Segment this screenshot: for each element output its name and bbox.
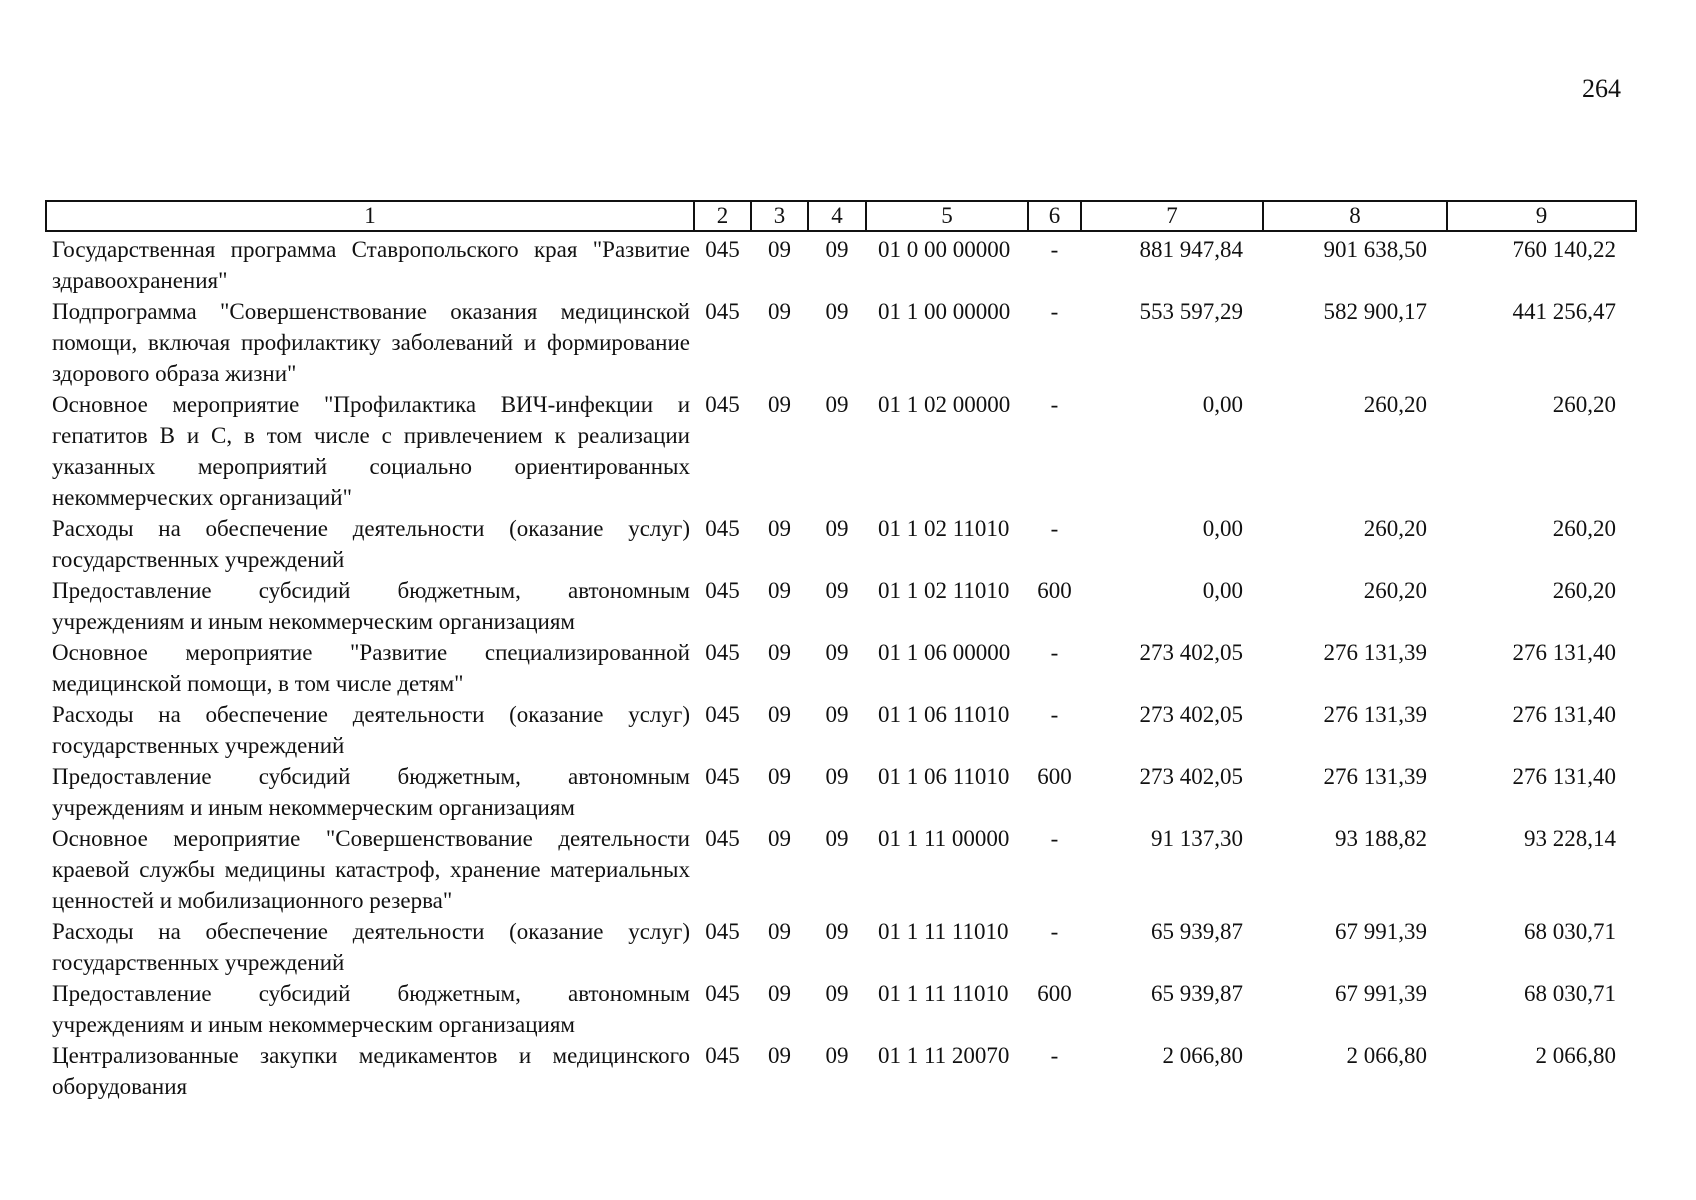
expense-name: Расходы на обеспечение деятельности (оказание услуг) государственных учреждений xyxy=(52,702,690,758)
section-code: 09 xyxy=(768,764,791,789)
expense-name: Централизованные закупки медикаментов и медицинского оборудования xyxy=(52,1043,690,1099)
expense-type-code: 600 xyxy=(1037,764,1072,789)
amount-col-8: 276 131,39 xyxy=(1323,702,1427,727)
table-row xyxy=(46,761,1636,823)
header-cell: 2 xyxy=(694,201,751,231)
expense-type-code: 600 xyxy=(1037,578,1072,603)
header-row xyxy=(46,201,1636,231)
page-number: 264 xyxy=(1582,74,1621,103)
target-article-code: 01 1 11 00000 xyxy=(878,826,1010,851)
header-cell: 6 xyxy=(1028,201,1081,231)
target-article-code: 01 1 02 11010 xyxy=(878,578,1010,603)
expense-name: Предоставление субсидий бюджетным, автономным учреждениям и иным некоммерческим организациям xyxy=(52,764,690,820)
section-code: 09 xyxy=(768,919,791,944)
expense-type-code: - xyxy=(1050,702,1059,727)
section-code: 09 xyxy=(768,1043,791,1068)
admin-code: 045 xyxy=(705,919,740,944)
amount-col-7: 91 137,30 xyxy=(1151,826,1243,851)
target-article-code: 01 1 06 11010 xyxy=(878,702,1010,727)
subsection-code: 09 xyxy=(825,578,849,603)
amount-col-7: 2 066,80 xyxy=(1162,1043,1243,1068)
expense-name: Основное мероприятие "Профилактика ВИЧ-инфекции и гепатитов В и С, в том числе с привлечением к реализации указанных мероприятий социально ориентированных некоммерческих организаций" xyxy=(52,392,690,510)
subsection-code: 09 xyxy=(825,826,849,851)
expense-type-code: - xyxy=(1050,826,1059,851)
expense-name: Подпрограмма "Совершенствование оказания медицинской помощи, включая профилактику заболеваний и формирование здорового образа жизни" xyxy=(52,299,690,386)
admin-code: 045 xyxy=(705,237,740,262)
header-cell: 3 xyxy=(751,201,808,231)
table-row xyxy=(46,1040,1636,1102)
subsection-code: 09 xyxy=(825,516,849,541)
amount-col-9: 276 131,40 xyxy=(1512,640,1616,665)
target-article-code: 01 0 00 00000 xyxy=(878,237,1011,262)
section-code: 09 xyxy=(768,392,791,417)
subsection-code: 09 xyxy=(825,299,849,324)
expense-type-code: - xyxy=(1050,299,1059,324)
admin-code: 045 xyxy=(705,640,740,665)
amount-col-8: 276 131,39 xyxy=(1323,640,1427,665)
expense-type-code: - xyxy=(1050,640,1059,665)
admin-code: 045 xyxy=(705,702,740,727)
table-body xyxy=(46,231,1636,1102)
amount-col-8: 260,20 xyxy=(1363,578,1427,603)
table-row xyxy=(46,296,1636,389)
expense-type-code: - xyxy=(1050,516,1059,541)
expense-name: Основное мероприятие "Совершенствование деятельности краевой службы медицины катастроф, хранение материальных ценностей и мобилизационного резерва" xyxy=(52,826,690,913)
admin-code: 045 xyxy=(705,392,740,417)
amount-col-7: 273 402,05 xyxy=(1139,764,1243,789)
subsection-code: 09 xyxy=(825,392,849,417)
table-row xyxy=(46,637,1636,699)
expense-name: Предоставление субсидий бюджетным, автономным учреждениям и иным некоммерческим организациям xyxy=(52,578,690,634)
table-row xyxy=(46,575,1636,637)
table-row xyxy=(46,916,1636,978)
amount-col-7: 65 939,87 xyxy=(1151,981,1243,1006)
amount-col-8: 2 066,80 xyxy=(1346,1043,1427,1068)
amount-col-8: 582 900,17 xyxy=(1323,299,1427,324)
subsection-code: 09 xyxy=(825,1043,849,1068)
budget-table xyxy=(45,200,1637,1102)
amount-col-7: 0,00 xyxy=(1202,578,1243,603)
amount-col-8: 260,20 xyxy=(1363,516,1427,541)
amount-col-9: 441 256,47 xyxy=(1512,299,1616,324)
target-article-code: 01 1 06 11010 xyxy=(878,764,1010,789)
expense-name: Основное мероприятие "Развитие специализированной медицинской помощи, в том числе детям" xyxy=(52,640,690,696)
amount-col-7: 273 402,05 xyxy=(1139,640,1243,665)
amount-col-7: 65 939,87 xyxy=(1151,919,1243,944)
section-code: 09 xyxy=(768,702,791,727)
table-row xyxy=(46,389,1636,513)
subsection-code: 09 xyxy=(825,702,849,727)
header-cell: 5 xyxy=(866,201,1028,231)
target-article-code: 01 1 11 11010 xyxy=(878,981,1009,1006)
amount-col-9: 68 030,71 xyxy=(1524,981,1616,1006)
admin-code: 045 xyxy=(705,516,740,541)
table-header xyxy=(46,201,1636,231)
target-article-code: 01 1 00 00000 xyxy=(878,299,1011,324)
amount-col-9: 260,20 xyxy=(1552,516,1616,541)
target-article-code: 01 1 02 00000 xyxy=(878,392,1011,417)
expense-type-code: - xyxy=(1050,919,1059,944)
amount-col-9: 276 131,40 xyxy=(1512,764,1616,789)
subsection-code: 09 xyxy=(825,640,849,665)
section-code: 09 xyxy=(768,826,791,851)
target-article-code: 01 1 02 11010 xyxy=(878,516,1010,541)
section-code: 09 xyxy=(768,981,791,1006)
admin-code: 045 xyxy=(705,299,740,324)
table-row xyxy=(46,513,1636,575)
target-article-code: 01 1 11 20070 xyxy=(878,1043,1010,1068)
amount-col-8: 260,20 xyxy=(1363,392,1427,417)
header-cell: 4 xyxy=(808,201,866,231)
table-row xyxy=(46,978,1636,1040)
admin-code: 045 xyxy=(705,1043,740,1068)
subsection-code: 09 xyxy=(825,237,849,262)
admin-code: 045 xyxy=(705,981,740,1006)
header-cell: 7 xyxy=(1081,201,1263,231)
expense-type-code: 600 xyxy=(1037,981,1072,1006)
section-code: 09 xyxy=(768,299,791,324)
admin-code: 045 xyxy=(705,764,740,789)
header-cell: 1 xyxy=(46,201,694,231)
section-code: 09 xyxy=(768,516,791,541)
amount-col-9: 260,20 xyxy=(1552,392,1616,417)
amount-col-9: 760 140,22 xyxy=(1512,237,1616,262)
amount-col-9: 93 228,14 xyxy=(1524,826,1616,851)
table-row xyxy=(46,823,1636,916)
amount-col-7: 0,00 xyxy=(1202,392,1243,417)
expense-type-code: - xyxy=(1050,392,1059,417)
amount-col-8: 276 131,39 xyxy=(1323,764,1427,789)
amount-col-8: 67 991,39 xyxy=(1335,919,1427,944)
subsection-code: 09 xyxy=(825,981,849,1006)
amount-col-7: 553 597,29 xyxy=(1139,299,1243,324)
amount-col-9: 68 030,71 xyxy=(1524,919,1616,944)
target-article-code: 01 1 11 11010 xyxy=(878,919,1009,944)
header-cell: 8 xyxy=(1263,201,1447,231)
amount-col-7: 881 947,84 xyxy=(1139,237,1243,262)
table-row xyxy=(46,231,1636,296)
subsection-code: 09 xyxy=(825,764,849,789)
section-code: 09 xyxy=(768,640,791,665)
amount-col-7: 273 402,05 xyxy=(1139,702,1243,727)
amount-col-9: 276 131,40 xyxy=(1512,702,1616,727)
expense-type-code: - xyxy=(1050,237,1059,262)
expense-name: Предоставление субсидий бюджетным, автономным учреждениям и иным некоммерческим организациям xyxy=(52,981,690,1037)
section-code: 09 xyxy=(768,578,791,603)
amount-col-8: 93 188,82 xyxy=(1335,826,1427,851)
expense-type-code: - xyxy=(1050,1043,1059,1068)
admin-code: 045 xyxy=(705,826,740,851)
amount-col-9: 2 066,80 xyxy=(1535,1043,1616,1068)
amount-col-7: 0,00 xyxy=(1202,516,1243,541)
header-cell: 9 xyxy=(1447,201,1636,231)
table-row xyxy=(46,699,1636,761)
admin-code: 045 xyxy=(705,578,740,603)
amount-col-9: 260,20 xyxy=(1552,578,1616,603)
section-code: 09 xyxy=(768,237,791,262)
amount-col-8: 901 638,50 xyxy=(1323,237,1427,262)
subsection-code: 09 xyxy=(825,919,849,944)
expense-name: Государственная программа Ставропольского края "Развитие здравоохранения" xyxy=(52,237,690,293)
expense-name: Расходы на обеспечение деятельности (оказание услуг) государственных учреждений xyxy=(52,516,690,572)
target-article-code: 01 1 06 00000 xyxy=(878,640,1011,665)
expense-name: Расходы на обеспечение деятельности (оказание услуг) государственных учреждений xyxy=(52,919,690,975)
amount-col-8: 67 991,39 xyxy=(1335,981,1427,1006)
